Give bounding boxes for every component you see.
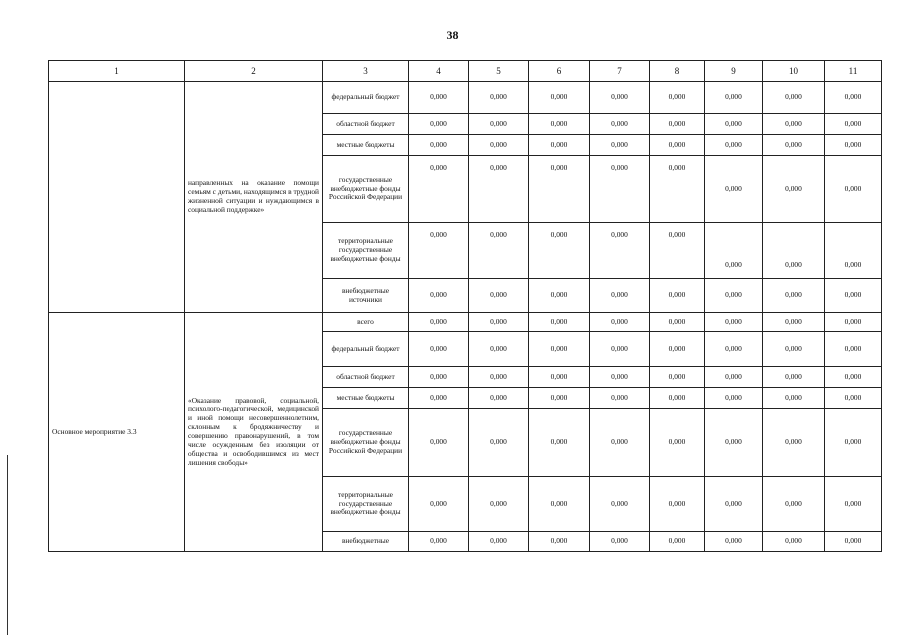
value-cell: 0,000 — [650, 156, 705, 223]
value-cell: 0,000 — [409, 82, 469, 114]
value-cell: 0,000 — [469, 223, 529, 279]
funding-source: местные бюджеты — [323, 388, 409, 409]
funding-source: областной бюджет — [323, 114, 409, 135]
value-cell: 0,000 — [763, 332, 825, 367]
value-cell: 0,000 — [705, 388, 763, 409]
value-cell: 0,000 — [650, 409, 705, 477]
value-cell: 0,000 — [529, 114, 590, 135]
value-cell: 0,000 — [529, 313, 590, 332]
scan-margin-line — [7, 455, 8, 635]
value-cell: 0,000 — [529, 279, 590, 313]
value-cell: 0,000 — [650, 477, 705, 532]
funding-source: местные бюджеты — [323, 135, 409, 156]
value-cell: 0,000 — [650, 332, 705, 367]
funding-source: областной бюджет — [323, 367, 409, 388]
value-cell: 0,000 — [650, 114, 705, 135]
value-cell: 0,000 — [409, 367, 469, 388]
value-cell: 0,000 — [825, 532, 882, 552]
value-cell: 0,000 — [825, 313, 882, 332]
value-cell: 0,000 — [590, 532, 650, 552]
value-cell: 0,000 — [763, 477, 825, 532]
column-header: 4 — [409, 61, 469, 82]
funding-source: территориальные государственные внебюджетные фонды — [323, 477, 409, 532]
value-cell: 0,000 — [590, 388, 650, 409]
funding-source: государственные внебюджетные фонды Российской Федерации — [323, 156, 409, 223]
value-cell: 0,000 — [409, 409, 469, 477]
value-cell: 0,000 — [409, 313, 469, 332]
funding-source: федеральный бюджет — [323, 82, 409, 114]
table-row — [49, 82, 882, 114]
column-header: 5 — [469, 61, 529, 82]
value-cell: 0,000 — [590, 114, 650, 135]
value-cell: 0,000 — [825, 135, 882, 156]
value-cell: 0,000 — [825, 332, 882, 367]
column-header: 10 — [763, 61, 825, 82]
value-cell: 0,000 — [763, 367, 825, 388]
value-cell: 0,000 — [409, 388, 469, 409]
value-cell: 0,000 — [705, 477, 763, 532]
value-cell: 0,000 — [763, 409, 825, 477]
value-cell: 0,000 — [763, 532, 825, 552]
value-cell: 0,000 — [409, 114, 469, 135]
value-cell: 0,000 — [529, 367, 590, 388]
column-header: 1 — [49, 61, 185, 82]
value-cell: 0,000 — [409, 332, 469, 367]
value-cell: 0,000 — [705, 313, 763, 332]
value-cell: 0,000 — [469, 156, 529, 223]
value-cell: 0,000 — [825, 279, 882, 313]
value-cell: 0,000 — [529, 332, 590, 367]
value-cell: 0,000 — [650, 313, 705, 332]
value-cell: 0,000 — [763, 156, 825, 223]
value-cell: 0,000 — [590, 223, 650, 279]
value-cell: 0,000 — [469, 367, 529, 388]
column-header: 9 — [705, 61, 763, 82]
value-cell: 0,000 — [469, 82, 529, 114]
measure-name — [49, 82, 185, 313]
measure-description: «Оказание правовой, социальной, психолого-педагогической, медицинской и иной помощи несовершеннолетним, склонным к бродяжничеству и совершению правонарушений, в том числе осужденным без изоляции от общества и освободившимся из мест лишения свободы» — [185, 313, 323, 552]
column-header: 6 — [529, 61, 590, 82]
value-cell: 0,000 — [825, 114, 882, 135]
value-cell: 0,000 — [825, 409, 882, 477]
value-cell: 0,000 — [469, 532, 529, 552]
value-cell: 0,000 — [705, 409, 763, 477]
funding-source: внебюджетные источники — [323, 279, 409, 313]
value-cell: 0,000 — [825, 223, 882, 279]
value-cell: 0,000 — [469, 313, 529, 332]
value-cell: 0,000 — [705, 156, 763, 223]
column-header: 11 — [825, 61, 882, 82]
page-number: 38 — [446, 28, 459, 42]
funding-source: внебюджетные — [323, 532, 409, 552]
value-cell: 0,000 — [763, 223, 825, 279]
column-header: 2 — [185, 61, 323, 82]
value-cell: 0,000 — [409, 156, 469, 223]
value-cell: 0,000 — [529, 156, 590, 223]
value-cell: 0,000 — [590, 367, 650, 388]
value-cell: 0,000 — [469, 135, 529, 156]
value-cell: 0,000 — [705, 82, 763, 114]
value-cell: 0,000 — [763, 313, 825, 332]
value-cell: 0,000 — [529, 409, 590, 477]
column-header: 3 — [323, 61, 409, 82]
value-cell: 0,000 — [825, 156, 882, 223]
value-cell: 0,000 — [469, 477, 529, 532]
value-cell: 0,000 — [650, 388, 705, 409]
value-cell: 0,000 — [409, 279, 469, 313]
value-cell: 0,000 — [529, 388, 590, 409]
value-cell: 0,000 — [469, 279, 529, 313]
value-cell: 0,000 — [705, 223, 763, 279]
value-cell: 0,000 — [409, 532, 469, 552]
value-cell: 0,000 — [590, 279, 650, 313]
value-cell: 0,000 — [409, 223, 469, 279]
value-cell: 0,000 — [590, 313, 650, 332]
funding-source: всего — [323, 313, 409, 332]
measure-description: направленных на оказание помощи семьям с детьми, находящимся в трудной жизненной ситуации и нуждающимся в социальной поддержке» — [185, 82, 323, 313]
value-cell: 0,000 — [529, 223, 590, 279]
value-cell: 0,000 — [469, 114, 529, 135]
funding-source: федеральный бюджет — [323, 332, 409, 367]
budget-table — [48, 60, 882, 552]
value-cell: 0,000 — [763, 135, 825, 156]
value-cell: 0,000 — [705, 135, 763, 156]
value-cell: 0,000 — [590, 409, 650, 477]
value-cell: 0,000 — [590, 135, 650, 156]
value-cell: 0,000 — [590, 477, 650, 532]
value-cell: 0,000 — [650, 82, 705, 114]
value-cell: 0,000 — [590, 82, 650, 114]
value-cell: 0,000 — [469, 332, 529, 367]
value-cell: 0,000 — [529, 135, 590, 156]
value-cell: 0,000 — [469, 388, 529, 409]
value-cell: 0,000 — [529, 82, 590, 114]
value-cell: 0,000 — [590, 332, 650, 367]
funding-source: государственные внебюджетные фонды Российской Федерации — [323, 409, 409, 477]
value-cell: 0,000 — [705, 279, 763, 313]
value-cell: 0,000 — [825, 388, 882, 409]
value-cell: 0,000 — [705, 532, 763, 552]
value-cell: 0,000 — [705, 367, 763, 388]
value-cell: 0,000 — [763, 279, 825, 313]
table-row — [49, 313, 882, 332]
value-cell: 0,000 — [763, 114, 825, 135]
column-header: 8 — [650, 61, 705, 82]
value-cell: 0,000 — [763, 82, 825, 114]
value-cell: 0,000 — [825, 82, 882, 114]
value-cell: 0,000 — [409, 135, 469, 156]
value-cell: 0,000 — [650, 223, 705, 279]
value-cell: 0,000 — [650, 367, 705, 388]
column-number-row — [49, 61, 882, 82]
value-cell: 0,000 — [650, 532, 705, 552]
value-cell: 0,000 — [529, 477, 590, 532]
value-cell: 0,000 — [590, 156, 650, 223]
value-cell: 0,000 — [705, 332, 763, 367]
value-cell: 0,000 — [650, 135, 705, 156]
value-cell: 0,000 — [825, 367, 882, 388]
value-cell: 0,000 — [650, 279, 705, 313]
value-cell: 0,000 — [409, 477, 469, 532]
value-cell: 0,000 — [469, 409, 529, 477]
funding-source: территориальные государственные внебюджетные фонды — [323, 223, 409, 279]
value-cell: 0,000 — [763, 388, 825, 409]
value-cell: 0,000 — [705, 114, 763, 135]
value-cell: 0,000 — [529, 532, 590, 552]
column-header: 7 — [590, 61, 650, 82]
value-cell: 0,000 — [825, 477, 882, 532]
measure-name: Основное мероприятие 3.3 — [49, 313, 185, 552]
